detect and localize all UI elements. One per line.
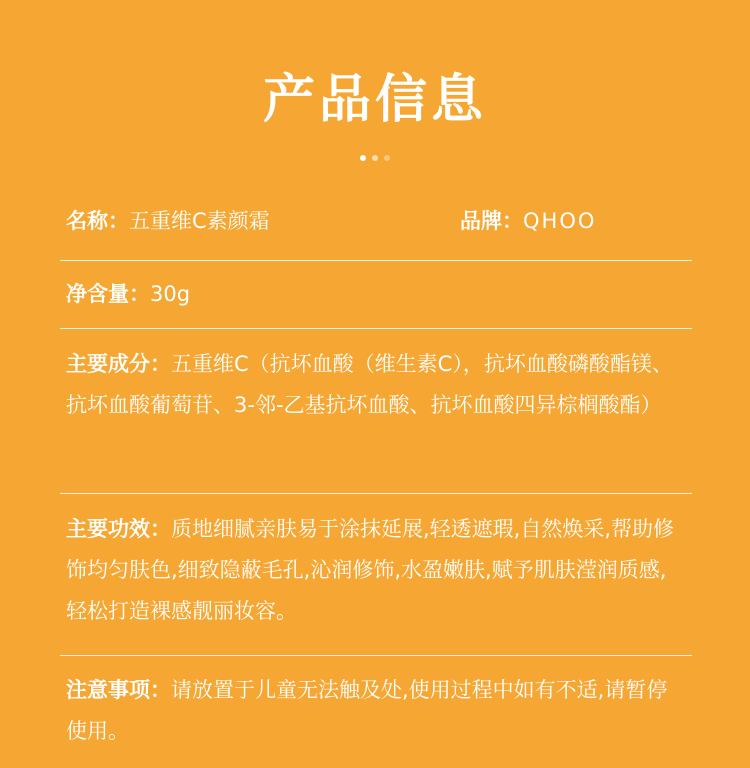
product-name-label: 名称： xyxy=(66,209,129,233)
ingredients-label: 主要成分： xyxy=(66,352,171,376)
brand-label: 品牌： xyxy=(460,209,523,233)
effects-label: 主要功效： xyxy=(66,517,171,541)
divider-4 xyxy=(60,655,692,656)
dot-1 xyxy=(360,155,366,161)
notes-label: 注意事项： xyxy=(66,678,171,702)
dot-3 xyxy=(384,155,390,161)
ingredients-section xyxy=(66,344,686,426)
dot-2 xyxy=(372,155,378,161)
divider-3 xyxy=(60,493,692,494)
notes-value: 请放置于儿童无法触及处,使用过程中如有不适,请暂停使用。 xyxy=(66,678,668,743)
notes-section xyxy=(66,670,686,752)
product-name-value: 五重维C素颜霜 xyxy=(129,209,270,233)
page-title: 产品信息 xyxy=(262,70,487,130)
brand-value: QHOO xyxy=(523,209,597,233)
net-content-row xyxy=(66,274,686,315)
pagination-dots xyxy=(0,155,750,161)
net-content-value: 30g xyxy=(150,282,191,306)
ingredients-value: 五重维C（抗坏血酸（维生素C），抗坏血酸磷酸酯镁、抗坏血酸葡萄苷、3-邻-乙基抗坏血酸、抗坏血酸四异棕榈酸酯） xyxy=(66,352,673,417)
effects-section xyxy=(66,509,686,632)
effects-value: 质地细腻亲肤易于涂抹延展,轻透遮瑕,自然焕采,帮助修饰均匀肤色,细致隐蔽毛孔,沁润修饰,水盈嫩肤,赋予肌肤滢润质感,轻松打造裸感靓丽妆容。 xyxy=(66,517,675,623)
divider-2 xyxy=(60,328,692,329)
divider-1 xyxy=(60,260,692,261)
brand-row xyxy=(460,201,596,242)
net-content-label: 净含量： xyxy=(66,282,150,306)
